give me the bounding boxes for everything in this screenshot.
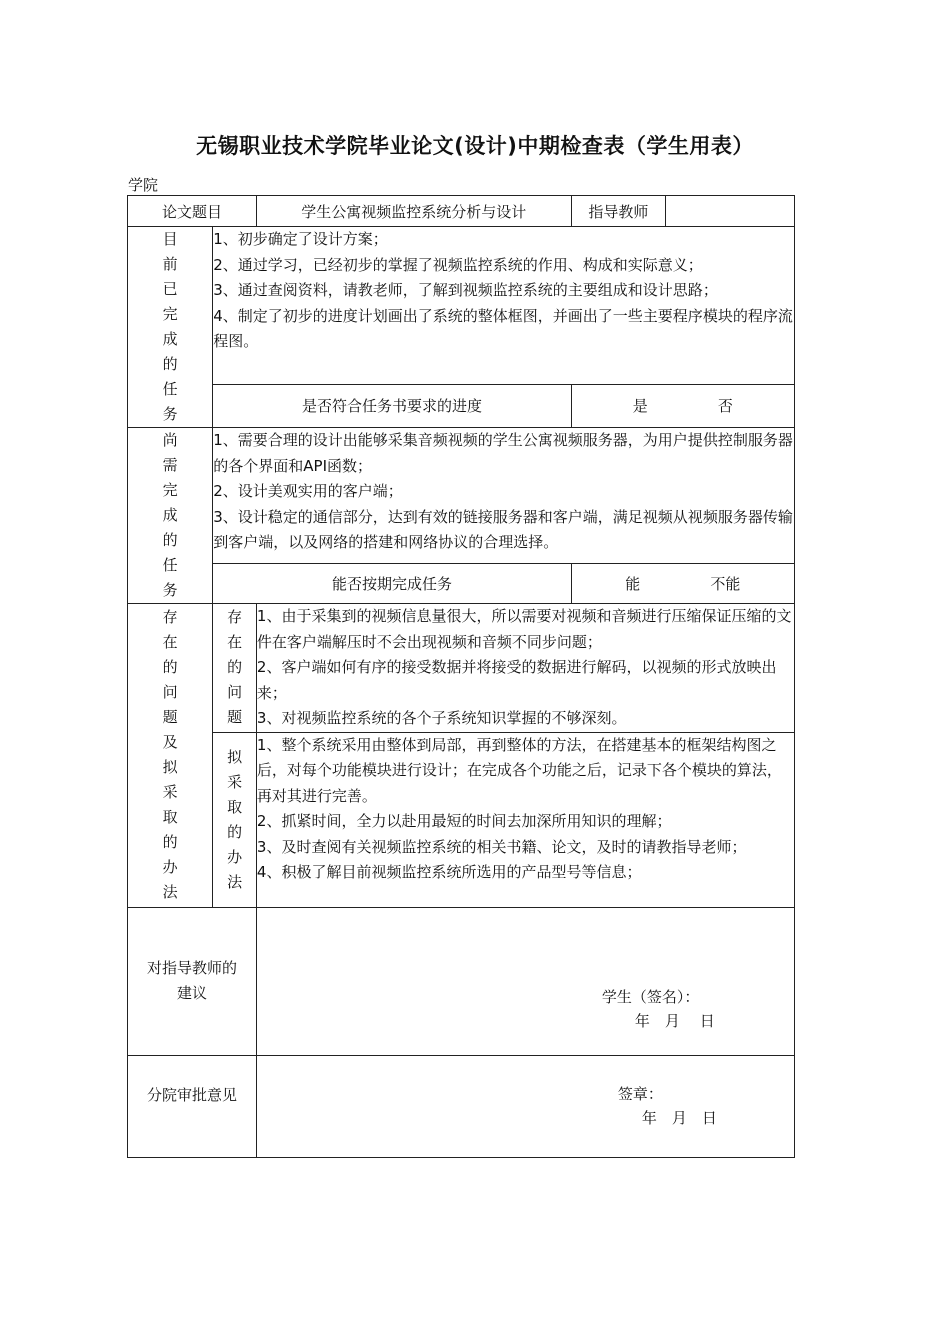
- progress-check-label: 是否符合任务书要求的进度: [213, 384, 571, 427]
- problem-item: 1、由于采集到的视频信息量很大，所以需要对视频和音频进行压缩保证压缩的文件在客户端解压时不会出现视频和音频不同步问题；: [256, 607, 792, 651]
- approval-date: 年 月 日: [641, 1109, 717, 1127]
- completed-item: 2、通过学习，已经初步的掌握了视频监控系统的作用、构成和实际意义；: [213, 255, 703, 274]
- option-yes[interactable]: 是: [632, 397, 648, 416]
- thesis-title-value[interactable]: 学生公寓视频监控系统分析与设计: [256, 196, 571, 227]
- advisor-label: 指导教师: [571, 196, 665, 227]
- option-cannot[interactable]: 不能: [710, 574, 741, 593]
- remaining-item: 1、需要合理的设计出能够采集音频视频的学生公寓视频服务器，为用户提供控制服务器的各个界面和API函数；: [213, 431, 793, 475]
- completed-item: 3、通过查阅资料，请教老师，了解到视频监控系统的主要组成和设计思路；: [213, 281, 718, 299]
- completed-tasks-label: 目 前 已 完 成 的 任 务: [128, 227, 213, 428]
- measures-content[interactable]: [256, 732, 794, 907]
- progress-check-options[interactable]: [571, 384, 794, 427]
- thesis-title-label: 论文题目: [128, 196, 257, 227]
- remaining-item: 3、设计稳定的通信部分，达到有效的链接服务器和客户端，满足视频从视频服务器传输到客户端，以及网络的搭建和网络协议的合理选择。: [213, 507, 793, 551]
- measure-item: 3、及时查阅有关视频监控系统的相关书籍、论文，及时的请教指导老师；: [256, 837, 747, 856]
- problems-content[interactable]: [256, 604, 794, 733]
- mid-term-check-form: [127, 195, 795, 1158]
- remaining-tasks-content[interactable]: [213, 428, 795, 564]
- issues-measures-label: 存 在 的 问 题 及 拟 采 取 的 办 法: [128, 604, 213, 908]
- completed-item: 4、制定了初步的进度计划画出了系统的整体框图，并画出了一些主要程序模块的程序流程图。: [213, 306, 793, 350]
- problem-item: 2、客户端如何有序的接受数据并将接受的数据进行解码，以视频的形式放映出来；: [256, 658, 777, 702]
- completed-item: 1、初步确定了设计方案；: [213, 230, 388, 248]
- on-time-check-options[interactable]: [571, 563, 794, 603]
- problems-label: 存 在 的 问 题: [213, 604, 257, 733]
- suggestions-label: 对指导教师的建议: [128, 907, 257, 1055]
- college-label: 学院: [128, 176, 159, 194]
- student-signature-label: 学生（签名）：: [601, 988, 700, 1006]
- measure-item: 2、抓紧时间，全力以赴用最短的时间去加深所用知识的理解；: [256, 812, 672, 830]
- option-no[interactable]: 否: [717, 397, 733, 416]
- student-date: 年 月 日: [634, 1012, 715, 1030]
- approval-content[interactable]: [256, 1055, 794, 1157]
- measure-item: 1、整个系统采用由整体到局部，再到整体的方法，在搭建基本的框架结构图之后，对每个功能模块进行设计；在完成各个功能之后，记录下各个模块的算法，再对其进行完善。: [256, 735, 782, 805]
- page-title: 无锡职业技术学院毕业论文(设计)中期检查表（学生用表）: [196, 134, 754, 158]
- remaining-item: 2、设计美观实用的客户端；: [213, 482, 403, 500]
- option-can[interactable]: 能: [625, 574, 641, 593]
- suggestions-content[interactable]: [256, 907, 794, 1055]
- advisor-name-field[interactable]: [666, 196, 795, 227]
- completed-tasks-content[interactable]: [213, 227, 795, 385]
- stamp-label: 签章：: [617, 1085, 663, 1103]
- approval-label: 分院审批意见: [128, 1055, 257, 1157]
- problem-item: 3、对视频监控系统的各个子系统知识掌握的不够深刻。: [256, 709, 627, 727]
- on-time-check-label: 能否按期完成任务: [213, 563, 571, 603]
- remaining-tasks-label: 尚 需 完 成 的 任 务: [128, 428, 213, 604]
- measure-item: 4、积极了解目前视频监控系统所选用的产品型号等信息；: [256, 863, 642, 881]
- measures-label: 拟 采 取 的 办 法: [213, 732, 257, 907]
